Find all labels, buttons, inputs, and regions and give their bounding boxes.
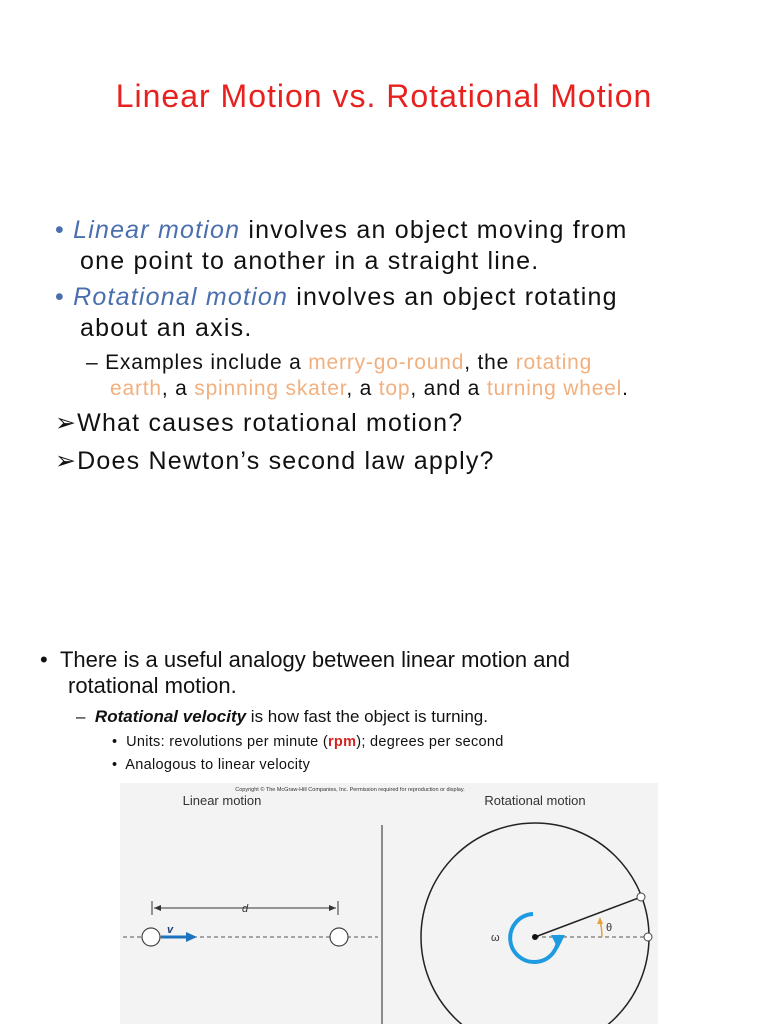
examples-line-1 [86,350,592,375]
reference-point [644,933,652,941]
dash: – [86,351,99,374]
question-text: What causes rotational motion? [77,409,464,437]
term-rotational-motion: Rotational motion [73,283,289,311]
examples-text: , a [161,377,195,400]
arrow-bullet-icon: ➢ [55,409,78,437]
end-position-ball [330,928,348,946]
example-rotating: rotating [515,351,593,374]
bullet-rotational-motion [55,282,618,313]
units-line [112,733,504,751]
rotational-velocity-line [76,706,488,727]
examples-text: , a [346,377,379,400]
bullet-text: involves an object rotating [288,283,618,311]
examples-text: Examples include a [105,351,309,374]
units-text: Units: revolutions per minute ( [126,734,328,750]
axis-center [532,934,538,940]
dash: – [76,707,86,726]
example-turning-wheel: turning wheel [486,377,623,400]
analog-text: Analogous to linear velocity [125,757,311,773]
examples-text: , and a [410,377,487,400]
example-earth: earth [110,377,162,400]
examples-line-2 [110,376,629,401]
analogy-text: There is a useful analogy between linear motion and [59,647,570,672]
bullet-rotational-motion-cont: about an axis. [80,314,253,342]
question-1 [55,408,463,439]
example-top: top [378,377,411,400]
rotational-motion-label: Rotational motion [484,793,586,808]
bullet-dot: • [112,757,118,773]
rotational-velocity-text: is how fast the object is turning. [246,707,488,726]
arrow-bullet-icon: ➢ [55,447,78,475]
velocity-label: v [167,924,174,936]
theta-label: θ [606,922,613,934]
examples-text: , the [464,351,516,374]
example-spinning-skater: spinning skater [194,377,347,400]
rpm-term: rpm [327,734,357,750]
bullet-linear-motion-cont: one point to another in a straight line. [80,247,540,275]
analog-line [112,756,310,774]
slide-title: Linear Motion vs. Rotational Motion [115,78,653,114]
bullet-dot: • [55,283,65,311]
bullet-text: involves an object moving from [240,216,628,244]
omega-label: ω [491,932,500,944]
start-position-ball [142,928,160,946]
analogy-bullet [40,647,570,673]
question-2 [55,446,495,477]
term-linear-motion: Linear motion [73,216,241,244]
figure-copyright: Copyright © The McGraw-Hill Companies, Inc. Permission required for reproduction or display. [235,787,465,793]
position-point [637,893,645,901]
term-rotational-velocity: Rotational velocity [94,707,247,726]
bullet-dot: • [112,734,118,750]
bullet-linear-motion [55,215,628,246]
bullet-dot: • [55,216,65,244]
examples-text: . [622,377,629,400]
distance-label: d [241,903,249,915]
example-merry-go-round: merry-go-round [308,351,465,374]
analogy-bullet-cont: rotational motion. [68,673,237,698]
question-text: Does Newton’s second law apply? [77,447,495,475]
figure-background [120,783,658,1024]
linear-motion-label: Linear motion [182,793,262,808]
units-text: ); degrees per second [356,734,504,750]
motion-figure [120,783,658,1024]
bullet-dot: • [40,647,48,672]
